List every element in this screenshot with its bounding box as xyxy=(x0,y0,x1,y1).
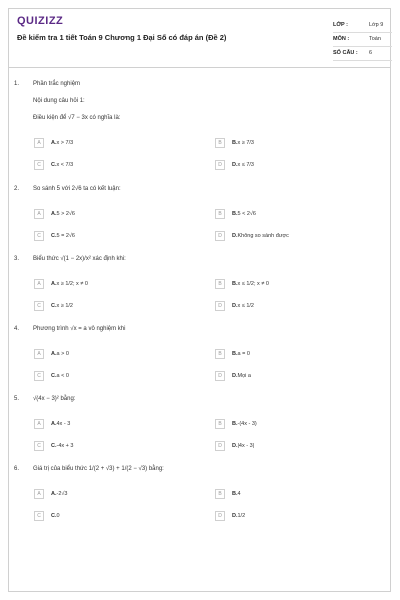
option-letter-box[interactable]: A xyxy=(34,209,44,219)
option-text xyxy=(232,351,250,357)
answer-option-b[interactable] xyxy=(215,419,385,431)
answer-option-d[interactable] xyxy=(215,231,385,243)
option-key: C. xyxy=(51,443,57,449)
question-text: Biểu thức √(1 − 2x)/x² xác định khi: xyxy=(33,256,126,262)
option-value: a < 0 xyxy=(56,373,69,379)
option-value: 5 > 2√6 xyxy=(56,211,75,217)
option-key: C. xyxy=(51,513,57,519)
option-letter-box[interactable]: D xyxy=(215,160,225,170)
option-value: Mọi a xyxy=(237,373,251,379)
option-letter-box[interactable]: C xyxy=(34,441,44,451)
option-letter-box[interactable]: D xyxy=(215,301,225,311)
option-value: 0 xyxy=(56,513,60,519)
option-value: x ≤ 7/3 xyxy=(237,162,254,168)
answer-option-a[interactable] xyxy=(34,209,204,221)
option-value: -(4x - 3) xyxy=(237,421,257,427)
question-number: 2. xyxy=(14,186,20,192)
answer-option-c[interactable] xyxy=(34,371,204,383)
answer-option-c[interactable] xyxy=(34,160,204,172)
option-text xyxy=(232,211,256,217)
option-letter-box[interactable]: A xyxy=(34,138,44,148)
answer-option-c[interactable] xyxy=(34,441,204,453)
option-text xyxy=(232,491,241,497)
answer-option-a[interactable] xyxy=(34,279,204,291)
question-text: Phần trắc nghiệm xyxy=(33,81,81,87)
option-key: A. xyxy=(51,421,57,427)
option-letter-box[interactable]: A xyxy=(34,349,44,359)
option-value: x ≥ 1/2; x ≠ 0 xyxy=(56,281,88,287)
option-key: B. xyxy=(232,211,238,217)
option-text xyxy=(232,303,254,309)
option-text xyxy=(51,303,73,309)
info-value: 6 xyxy=(369,50,373,56)
option-value: |4x - 3| xyxy=(237,443,255,449)
worksheet-title: Đề kiểm tra 1 tiết Toán 9 Chương 1 Đại Số có đáp án (Đề 2) xyxy=(17,33,227,42)
answer-option-c[interactable] xyxy=(34,231,204,243)
info-value: Lớp 9 xyxy=(369,22,384,28)
question-number: 6. xyxy=(14,466,20,472)
option-key: A. xyxy=(51,211,57,217)
option-letter-box[interactable]: C xyxy=(34,371,44,381)
option-key: D. xyxy=(232,513,238,519)
question-text: Phương trình √x = a vô nghiệm khi xyxy=(33,326,126,332)
question-text: Giá trị của biểu thức 1/(2 + √3) + 1/(2 − √3) bằng: xyxy=(33,466,164,472)
answer-option-b[interactable] xyxy=(215,138,385,150)
option-text xyxy=(51,162,73,168)
page-frame xyxy=(8,8,391,592)
info-panel xyxy=(333,19,392,61)
option-key: B. xyxy=(232,491,238,497)
answer-option-c[interactable] xyxy=(34,301,204,313)
answer-option-a[interactable] xyxy=(34,138,204,150)
option-letter-box[interactable]: B xyxy=(215,138,225,148)
option-key: D. xyxy=(232,303,238,309)
option-text xyxy=(232,233,289,239)
option-key: B. xyxy=(232,140,238,146)
option-key: A. xyxy=(51,140,57,146)
option-key: C. xyxy=(51,373,57,379)
option-text xyxy=(232,421,257,427)
option-letter-box[interactable]: D xyxy=(215,231,225,241)
option-key: D. xyxy=(232,233,238,239)
answer-option-b[interactable] xyxy=(215,209,385,221)
option-text xyxy=(51,373,69,379)
option-value: 5 < 2√6 xyxy=(237,211,256,217)
option-value: 4x - 3 xyxy=(56,421,71,427)
option-text xyxy=(51,491,67,497)
option-letter-box[interactable]: D xyxy=(215,511,225,521)
option-text xyxy=(232,443,254,449)
option-key: B. xyxy=(232,421,238,427)
option-text xyxy=(51,233,75,239)
option-letter-box[interactable]: A xyxy=(34,419,44,429)
option-key: B. xyxy=(232,351,238,357)
answer-option-d[interactable] xyxy=(215,160,385,172)
option-letter-box[interactable]: B xyxy=(215,279,225,289)
question-number: 4. xyxy=(14,326,20,332)
option-value: x ≤ 1/2; x ≠ 0 xyxy=(237,281,269,287)
option-value: -2√3 xyxy=(56,491,68,497)
answer-option-a[interactable] xyxy=(34,489,204,501)
option-key: C. xyxy=(51,303,57,309)
option-text xyxy=(232,281,269,287)
option-letter-box[interactable]: A xyxy=(34,489,44,499)
answer-option-b[interactable] xyxy=(215,349,385,361)
question-number: 3. xyxy=(14,256,20,262)
info-row-count xyxy=(333,47,392,61)
info-row-subject xyxy=(333,33,392,47)
option-key: C. xyxy=(51,233,57,239)
quizizz-logo: QUIZIZZ xyxy=(17,15,64,27)
answer-option-d[interactable] xyxy=(215,441,385,453)
option-key: D. xyxy=(232,373,238,379)
option-text xyxy=(232,373,251,379)
option-letter-box[interactable]: C xyxy=(34,301,44,311)
question-text: Điều kiện để √7 − 3x có nghĩa là: xyxy=(33,115,121,121)
option-key: B. xyxy=(232,281,238,287)
option-value: Không so sánh được xyxy=(237,233,289,239)
option-letter-box[interactable]: B xyxy=(215,489,225,499)
worksheet-header xyxy=(8,8,391,68)
answer-option-c[interactable] xyxy=(34,511,204,523)
option-letter-box[interactable]: B xyxy=(215,419,225,429)
option-value: 4 xyxy=(237,491,241,497)
option-letter-box[interactable]: C xyxy=(34,160,44,170)
option-letter-box[interactable]: B xyxy=(215,349,225,359)
option-value: x ≥ 1/2 xyxy=(56,303,73,309)
question-text: √(4x − 3)² bằng: xyxy=(33,396,76,402)
option-key: A. xyxy=(51,491,57,497)
option-text xyxy=(51,281,88,287)
option-letter-box[interactable]: C xyxy=(34,231,44,241)
answer-option-b[interactable] xyxy=(215,489,385,501)
question-text: Nội dung câu hỏi 1: xyxy=(33,98,85,104)
option-value: x ≥ 7/3 xyxy=(237,140,254,146)
option-letter-box[interactable]: B xyxy=(215,209,225,219)
option-value: x < 7/3 xyxy=(56,162,74,168)
option-key: A. xyxy=(51,281,57,287)
info-label: SỐ CÂU : xyxy=(333,50,358,56)
question-text: So sánh 5 với 2√6 ta có kết luận: xyxy=(33,186,121,192)
option-text xyxy=(51,211,75,217)
option-key: C. xyxy=(51,162,57,168)
answer-option-d[interactable] xyxy=(215,511,385,523)
option-letter-box[interactable]: D xyxy=(215,371,225,381)
answer-option-d[interactable] xyxy=(215,371,385,383)
option-value: 1/2 xyxy=(237,513,246,519)
info-label: MÔN : xyxy=(333,36,350,42)
option-value: x > 7/3 xyxy=(56,140,74,146)
option-text xyxy=(232,162,254,168)
option-value: -4x + 3 xyxy=(56,443,74,449)
info-label: LỚP : xyxy=(333,22,348,28)
option-value: 5 = 2√6 xyxy=(56,233,75,239)
option-text xyxy=(51,351,69,357)
option-letter-box[interactable]: C xyxy=(34,511,44,521)
option-letter-box[interactable]: A xyxy=(34,279,44,289)
option-value: a > 0 xyxy=(56,351,69,357)
option-value: a = 0 xyxy=(237,351,250,357)
answer-option-a[interactable] xyxy=(34,419,204,431)
info-value: Toán xyxy=(369,36,381,42)
option-key: A. xyxy=(51,351,57,357)
option-key: D. xyxy=(232,443,238,449)
question-number: 1. xyxy=(14,81,20,87)
option-text xyxy=(51,513,60,519)
info-row-class xyxy=(333,19,392,33)
option-value: x ≤ 1/2 xyxy=(237,303,254,309)
question-number: 5. xyxy=(14,396,20,402)
option-letter-box[interactable]: D xyxy=(215,441,225,451)
answer-option-a[interactable] xyxy=(34,349,204,361)
option-text xyxy=(51,140,73,146)
answer-option-b[interactable] xyxy=(215,279,385,291)
option-text xyxy=(232,140,254,146)
option-key: D. xyxy=(232,162,238,168)
answer-option-d[interactable] xyxy=(215,301,385,313)
option-text xyxy=(232,513,245,519)
option-text xyxy=(51,421,70,427)
option-text xyxy=(51,443,73,449)
